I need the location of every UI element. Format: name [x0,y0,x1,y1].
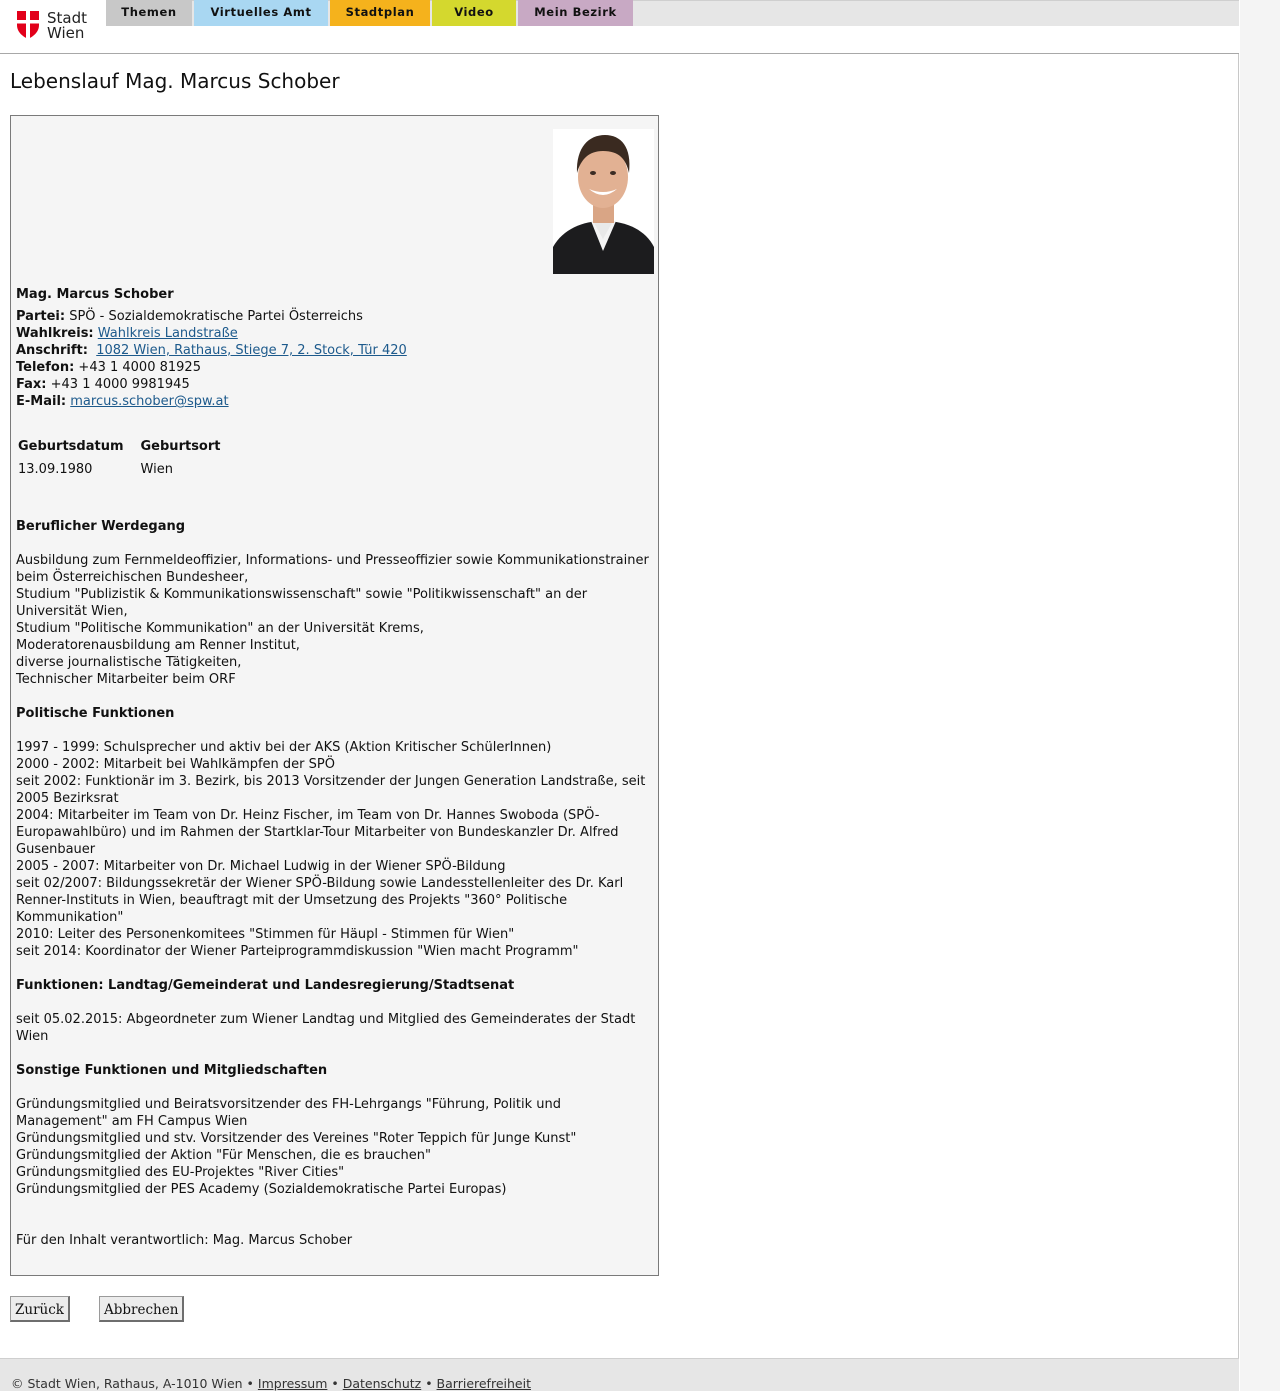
wien-shield-icon [16,10,40,40]
portrait-photo [553,129,654,274]
person-name: Mag. Marcus Schober [16,287,174,302]
back-button[interactable]: Zurück [10,1296,70,1322]
tab-themen[interactable]: Themen [106,0,192,26]
footer-separator: • [421,1376,437,1391]
anschrift-link[interactable]: 1082 Wien, Rathaus, Stiege 7, 2. Stock, Tür 420 [96,343,407,358]
beruflich-list [16,552,656,688]
portrait-image [553,129,654,274]
partei-label: Partei: [16,309,66,324]
cv-content [16,286,656,1249]
birth-table [16,437,235,478]
politisch-line: 2000 - 2002: Mitarbeit bei Wahlkämpfen der SPÖ [16,757,335,772]
footer-link-barrierefreiheit[interactable]: Barrierefreiheit [436,1376,531,1391]
tab-stadtplan[interactable]: Stadtplan [330,0,430,26]
cancel-button[interactable]: Abbrechen [99,1296,184,1322]
telefon-row [16,359,656,376]
fax-value: +43 1 4000 9981945 [50,377,190,392]
wahlkreis-label: Wahlkreis: [16,326,94,341]
beruflich-line: Studium "Politische Kommunikation" an der Universität Krems, [16,621,424,636]
responsible-note: Für den Inhalt verantwortlich: Mag. Marcus Schober [16,1233,353,1248]
anschrift-label: Anschrift: [16,343,88,358]
landtag-heading: Funktionen: Landtag/Gemeinderat und Landesregierung/Stadtsenat [16,978,515,993]
fax-row [16,376,656,393]
sonstige-heading: Sonstige Funktionen und Mitgliedschaften [16,1063,328,1078]
politisch-line: seit 2002: Funktionär im 3. Bezirk, bis 2013 Vorsitzender der Jungen Generation Landstraße, seit 2005 Bezirksrat [16,774,646,806]
partei-row [16,308,656,325]
sonstige-line: Gründungsmitglied und stv. Vorsitzender des Vereines "Roter Teppich für Junge Kunst" [16,1131,577,1146]
birth-place-value: Wien [140,462,173,477]
landtag-line: seit 05.02.2015: Abgeordneter zum Wiener Landtag und Mitglied des Gemeinderates der Stadt Wien [16,1012,636,1044]
birth-date-value: 13.09.1980 [18,462,93,477]
email-link[interactable]: marcus.schober@spw.at [70,394,229,409]
tab-video[interactable]: Video [432,0,516,26]
telefon-value: +43 1 4000 81925 [78,360,201,375]
logo-text-stadt: Stadt [47,9,87,27]
anschrift-row [16,342,656,359]
partei-value: SPÖ - Sozialdemokratische Partei Österreichs [69,309,363,324]
politisch-line: 1997 - 1999: Schulsprecher und aktiv bei der AKS (Aktion Kritischer SchülerInnen) [16,740,552,755]
email-label: E-Mail: [16,394,67,409]
wahlkreis-link[interactable]: Wahlkreis Landstraße [97,326,238,341]
footer-separator: • [242,1376,258,1391]
page-title: Lebenslauf Mag. Marcus Schober [10,69,340,93]
logo-text-wien: Wien [47,24,85,42]
sonstige-line: Gründungsmitglied der Aktion "Für Menschen, die es brauchen" [16,1148,431,1163]
telefon-label: Telefon: [16,360,75,375]
landtag-list [16,1011,656,1045]
beruflich-line: Moderatorenausbildung am Renner Institut, [16,638,300,653]
politisch-line: 2005 - 2007: Mitarbeiter von Dr. Michael Ludwig in der Wiener SPÖ-Bildung [16,859,506,874]
beruflich-line: Technischer Mitarbeiter beim ORF [16,672,236,687]
beruflich-heading: Beruflicher Werdegang [16,519,186,534]
politisch-line: 2010: Leiter des Personenkomitees "Stimmen für Häupl - Stimmen für Wien" [16,927,515,942]
footer-link-datenschutz[interactable]: Datenschutz [342,1376,422,1391]
politisch-line: 2004: Mitarbeiter im Team von Dr. Heinz Fischer, im Team von Dr. Hannes Swoboda (SPÖ-Europawahlbüro) und im Rahmen der Startklar-Tour Mitarbeiter von Bundeskanzler Dr. Alfred Gusenbauer [16,808,619,857]
beruflich-line: Ausbildung zum Fernmeldeoffizier, Informations- und Presseoffizier sowie Kommunikationstrainer beim Österreichischen Bundesheer, [16,553,649,585]
footer-link-impressum[interactable]: Impressum [257,1376,328,1391]
footer-copyright: © Stadt Wien, Rathaus, A-1010 Wien [11,1376,243,1391]
tab-virtuelles-amt[interactable]: Virtuelles Amt [194,0,328,26]
politisch-heading: Politische Funktionen [16,706,175,721]
tab-mein-bezirk[interactable]: Mein Bezirk [518,0,633,26]
site-header [0,0,1239,54]
sonstige-line: Gründungsmitglied der PES Academy (Sozialdemokratische Partei Europas) [16,1182,507,1197]
beruflich-line: Studium "Publizistik & Kommunikationswissenschaft" sowie "Politikwissenschaft" an der Universität Wien, [16,587,588,619]
birth-date-header: Geburtsdatum [18,438,124,454]
main-nav [106,0,635,26]
wahlkreis-row [16,325,656,342]
beruflich-line: diverse journalistische Tätigkeiten, [16,655,242,670]
birth-place-header: Geburtsort [140,438,221,454]
site-footer [0,1358,1239,1391]
politisch-line: seit 02/2007: Bildungssekretär der Wiener SPÖ-Bildung sowie Landesstellenleiter des Dr. Karl Renner-Instituts in Wien, beauftragt mit der Umsetzung des Projekts "360° Politische Kommunikation" [16,876,624,925]
stadt-wien-logo[interactable] [16,10,96,42]
footer-separator: • [327,1376,343,1391]
cv-box [10,115,659,1276]
sonstige-line: Gründungsmitglied und Beiratsvorsitzender des FH-Lehrgangs "Führung, Politik und Management" am FH Campus Wien [16,1097,562,1129]
politisch-line: seit 2014: Koordinator der Wiener Parteiprogrammdiskussion "Wien macht Programm" [16,944,579,959]
politisch-list [16,739,656,960]
sonstige-list [16,1096,656,1198]
fax-label: Fax: [16,377,47,392]
email-row [16,393,656,410]
sonstige-line: Gründungsmitglied des EU-Projektes "River Cities" [16,1165,345,1180]
right-gutter [1240,0,1280,1391]
